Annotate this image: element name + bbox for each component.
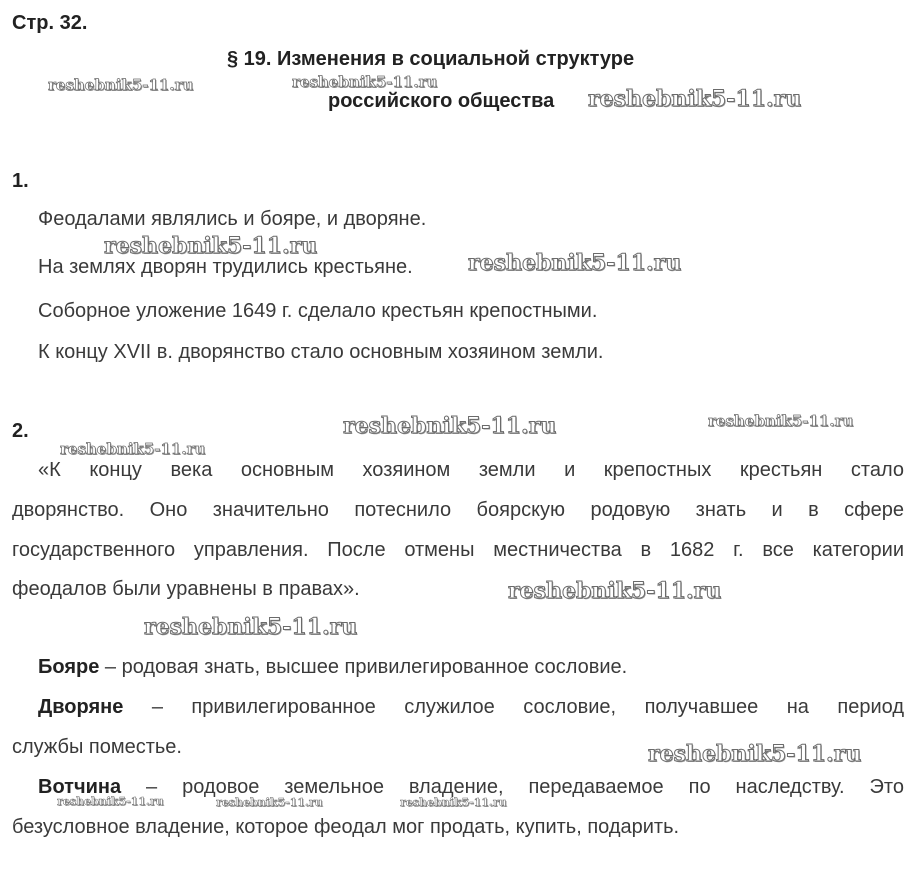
term-continuation: службы поместье. <box>12 736 182 758</box>
watermark: reshebnik5-11.ru <box>144 614 358 640</box>
watermark: reshebnik5-11.ru <box>648 741 862 767</box>
quote-line: феодалов были уравнены в правах». <box>12 578 360 600</box>
term-definition: – родовая знать, высшее привилегированное сословие. <box>99 656 628 678</box>
task1-line: Соборное уложение 1649 г. сделало крестьян крепостными. <box>38 300 598 322</box>
watermark: reshebnik5-11.ru <box>508 578 722 604</box>
watermark: reshebnik5-11.ru <box>468 250 682 276</box>
quote-line: дворянство. Оно значительно потеснило боярскую родовую знать и в сфере <box>12 499 904 521</box>
task1-line: Феодалами являлись и бояре, и дворяне. <box>38 208 427 230</box>
watermark: reshebnik5-11.ru <box>104 233 318 259</box>
watermark: reshebnik5-11.ru <box>216 796 323 809</box>
term-continuation: безусловное владение, которое феодал мог продать, купить, подарить. <box>12 816 680 838</box>
quote-line: «К концу века основным хозяином земли и крепостных крестьян стало <box>38 459 904 481</box>
task1-line: К концу XVII в. дворянство стало основным хозяином земли. <box>38 341 604 363</box>
watermark: reshebnik5-11.ru <box>343 413 557 439</box>
watermark: reshebnik5-11.ru <box>400 796 507 809</box>
term-label: Вотчина <box>38 776 122 798</box>
watermark: reshebnik5-11.ru <box>292 73 438 91</box>
watermark: reshebnik5-11.ru <box>60 440 206 458</box>
task-number-2: 2. <box>12 420 29 442</box>
term-dvoryane <box>38 696 904 719</box>
watermark: reshebnik5-11.ru <box>588 86 802 112</box>
term-label: Дворяне <box>38 696 124 718</box>
watermark: reshebnik5-11.ru <box>708 412 854 430</box>
task1-line: На землях дворян трудились крестьяне. <box>38 256 413 278</box>
page-reference: Стр. 32. <box>12 12 88 34</box>
quote-line: государственного управления. После отмены местничества в 1682 г. все категории <box>12 539 904 561</box>
term-definition: – родовое земельное владение, передаваемое по наследству. Это <box>121 776 904 798</box>
term-definition: – привилегированное служилое сословие, получавшее на период <box>123 696 904 718</box>
section-title-line1: § 19. Изменения в социальной структуре <box>227 48 635 70</box>
watermark: reshebnik5-11.ru <box>57 795 164 808</box>
term-boyare <box>38 656 627 679</box>
task-number-1: 1. <box>12 170 29 192</box>
watermark: reshebnik5-11.ru <box>48 76 194 94</box>
section-title-line2: российского общества <box>328 90 555 112</box>
term-label: Бояре <box>38 656 100 678</box>
